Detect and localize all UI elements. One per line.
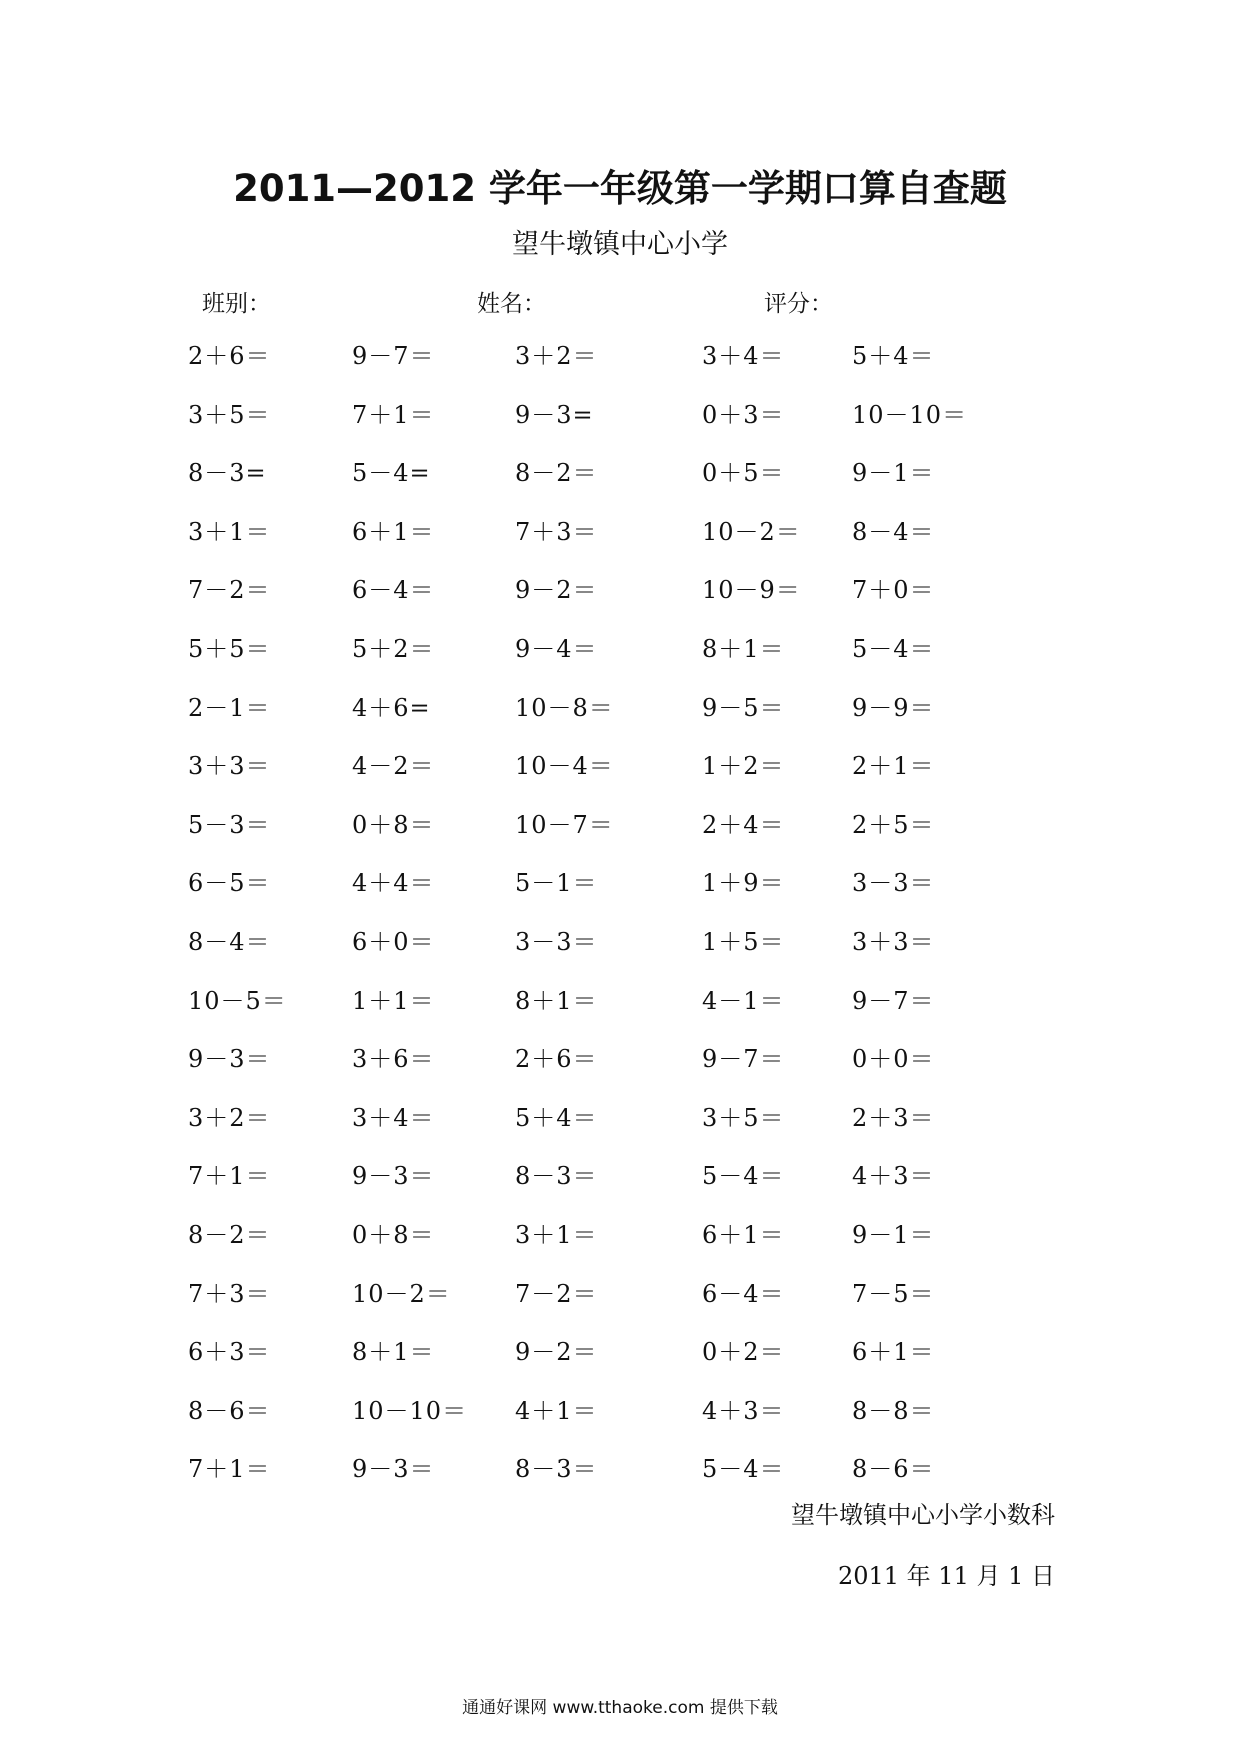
problem-row xyxy=(0,336,1240,395)
problem-item: 9－7＝ xyxy=(352,342,435,370)
problem-item: 3＋2＝ xyxy=(188,1103,271,1132)
date: 2011 年 11 月 1 日 xyxy=(837,1562,1055,1590)
problem-item: 9－3= xyxy=(515,400,594,429)
problem-item: 3＋3＝ xyxy=(188,752,271,781)
problem-item: 5－4＝ xyxy=(702,1162,785,1191)
problem-row xyxy=(0,1039,1240,1098)
problem-item: 8－4＝ xyxy=(852,517,935,546)
problem-item: 4＋1＝ xyxy=(515,1396,598,1425)
problem-item: 4－2＝ xyxy=(352,752,435,781)
problem-item: 9－7＝ xyxy=(852,986,935,1015)
problem-item: 9－2＝ xyxy=(515,1338,598,1367)
problem-item: 1＋1＝ xyxy=(352,986,435,1015)
problem-row xyxy=(0,570,1240,629)
problem-row xyxy=(0,688,1240,747)
problem-item: 4－1＝ xyxy=(702,986,785,1015)
problem-item: 5－4＝ xyxy=(852,634,935,663)
problem-item: 1＋9＝ xyxy=(702,869,785,898)
problem-row xyxy=(0,922,1240,981)
problem-item: 8－3= xyxy=(188,459,267,488)
problem-row xyxy=(0,395,1240,454)
problem-item: 10－2＝ xyxy=(702,517,801,546)
signature: 望牛墩镇中心小学小数科 xyxy=(791,1501,1055,1529)
problem-item: 3－3＝ xyxy=(515,927,598,956)
problem-item: 3－3＝ xyxy=(852,869,935,898)
problem-item: 7－5＝ xyxy=(852,1279,935,1308)
name-label: 姓名： xyxy=(477,291,546,317)
problem-item: 6＋0＝ xyxy=(352,927,435,956)
problem-item: 2＋1＝ xyxy=(852,752,935,781)
problem-item: 4＋6= xyxy=(352,693,431,722)
problem-row xyxy=(0,453,1240,512)
problem-item: 9－7＝ xyxy=(702,1045,785,1074)
problem-row xyxy=(0,1215,1240,1274)
problem-item: 9－9＝ xyxy=(852,693,935,722)
problem-item: 10－4＝ xyxy=(515,752,614,781)
problem-row xyxy=(0,512,1240,571)
problem-item: 2＋3＝ xyxy=(852,1103,935,1132)
problem-item: 8－8＝ xyxy=(852,1396,935,1425)
problem-row xyxy=(0,1274,1240,1333)
problem-item: 3＋2＝ xyxy=(515,342,598,370)
problem-item: 1＋2＝ xyxy=(702,752,785,781)
score-label: 评分： xyxy=(764,291,833,317)
problem-item: 4＋3＝ xyxy=(852,1162,935,1191)
problem-item: 4＋3＝ xyxy=(702,1396,785,1425)
problem-item: 7＋1＝ xyxy=(188,1455,271,1484)
problem-item: 10－7＝ xyxy=(515,810,614,839)
problem-item: 8－6＝ xyxy=(852,1455,935,1484)
problem-row xyxy=(0,805,1240,864)
problem-row xyxy=(0,629,1240,688)
problem-item: 7＋0＝ xyxy=(852,576,935,605)
problem-item: 8－3＝ xyxy=(515,1162,598,1191)
problem-item: 6＋1＝ xyxy=(702,1220,785,1249)
problem-item: 3＋3＝ xyxy=(852,927,935,956)
problem-item: 5－4＝ xyxy=(702,1455,785,1484)
problem-item: 0＋8＝ xyxy=(352,1220,435,1249)
problem-row xyxy=(0,981,1240,1040)
problem-item: 1＋5＝ xyxy=(702,927,785,956)
problem-item: 2＋4＝ xyxy=(702,810,785,839)
problem-item: 0＋3＝ xyxy=(702,400,785,429)
problem-item: 5＋5＝ xyxy=(188,634,271,663)
problem-item: 8＋1＝ xyxy=(352,1338,435,1367)
problem-item: 5＋4＝ xyxy=(852,342,935,370)
problem-item: 2＋5＝ xyxy=(852,810,935,839)
class-label: 班别： xyxy=(202,291,271,317)
problem-item: 10－10＝ xyxy=(352,1396,468,1425)
problem-item: 5－1＝ xyxy=(515,869,598,898)
problem-item: 7＋1＝ xyxy=(188,1162,271,1191)
problem-item: 3＋4＝ xyxy=(702,342,785,370)
problem-row xyxy=(0,1098,1240,1157)
problem-item: 2＋6＝ xyxy=(188,342,271,370)
footer-credit: 通通好课网 www.tthaoke.com 提供下载 xyxy=(462,1698,778,1718)
problem-item: 3＋1＝ xyxy=(515,1220,598,1249)
problem-item: 9－1＝ xyxy=(852,459,935,488)
problem-item: 3＋5＝ xyxy=(188,400,271,429)
problem-row xyxy=(0,746,1240,805)
problem-item: 6＋3＝ xyxy=(188,1338,271,1367)
problem-row xyxy=(0,863,1240,922)
problem-item: 9－3＝ xyxy=(188,1045,271,1074)
problem-row xyxy=(0,1156,1240,1215)
problem-row xyxy=(0,1332,1240,1391)
problem-item: 8－6＝ xyxy=(188,1396,271,1425)
problem-item: 2＋6＝ xyxy=(515,1045,598,1074)
problem-row xyxy=(0,1391,1240,1450)
problem-item: 3＋5＝ xyxy=(702,1103,785,1132)
problem-item: 9－4＝ xyxy=(515,634,598,663)
problem-item: 8－2＝ xyxy=(515,459,598,488)
problem-item: 8－2＝ xyxy=(188,1220,271,1249)
problem-item: 9－5＝ xyxy=(702,693,785,722)
problem-item: 5＋2＝ xyxy=(352,634,435,663)
problem-item: 9－1＝ xyxy=(852,1220,935,1249)
problem-item: 9－3＝ xyxy=(352,1162,435,1191)
problem-item: 10－2＝ xyxy=(352,1279,451,1308)
problem-item: 7＋3＝ xyxy=(515,517,598,546)
problem-item: 6－5＝ xyxy=(188,869,271,898)
problem-item: 4＋4＝ xyxy=(352,869,435,898)
problem-item: 9－3＝ xyxy=(352,1455,435,1484)
problem-item: 10－9＝ xyxy=(702,576,801,605)
problem-item: 0＋2＝ xyxy=(702,1338,785,1367)
problem-item: 10－8＝ xyxy=(515,693,614,722)
problem-item: 0＋5＝ xyxy=(702,459,785,488)
problem-item: 0＋0＝ xyxy=(852,1045,935,1074)
problem-grid xyxy=(0,336,1240,1508)
problem-item: 8－3＝ xyxy=(515,1455,598,1484)
problem-item: 7－2＝ xyxy=(515,1279,598,1308)
problem-item: 8＋1＝ xyxy=(702,634,785,663)
problem-item: 7＋1＝ xyxy=(352,400,435,429)
problem-item: 5＋4＝ xyxy=(515,1103,598,1132)
problem-item: 0＋8＝ xyxy=(352,810,435,839)
school-name: 望牛墩镇中心小学 xyxy=(512,229,728,260)
problem-item: 3＋4＝ xyxy=(352,1103,435,1132)
problem-item: 9－2＝ xyxy=(515,576,598,605)
problem-item: 3＋1＝ xyxy=(188,517,271,546)
problem-item: 5－4= xyxy=(352,459,431,488)
page-title: 2011—2012 学年一年级第一学期口算自查题 xyxy=(233,167,1007,210)
problem-item: 10－5＝ xyxy=(188,986,287,1015)
problem-item: 6＋1＝ xyxy=(852,1338,935,1367)
problem-item: 3＋6＝ xyxy=(352,1045,435,1074)
problem-item: 6－4＝ xyxy=(352,576,435,605)
problem-item: 8＋1＝ xyxy=(515,986,598,1015)
problem-item: 10－10＝ xyxy=(852,400,968,429)
problem-item: 6＋1＝ xyxy=(352,517,435,546)
problem-item: 2－1＝ xyxy=(188,693,271,722)
problem-item: 7－2＝ xyxy=(188,576,271,605)
problem-item: 8－4＝ xyxy=(188,927,271,956)
problem-item: 7＋3＝ xyxy=(188,1279,271,1308)
problem-item: 6－4＝ xyxy=(702,1279,785,1308)
problem-item: 5－3＝ xyxy=(188,810,271,839)
